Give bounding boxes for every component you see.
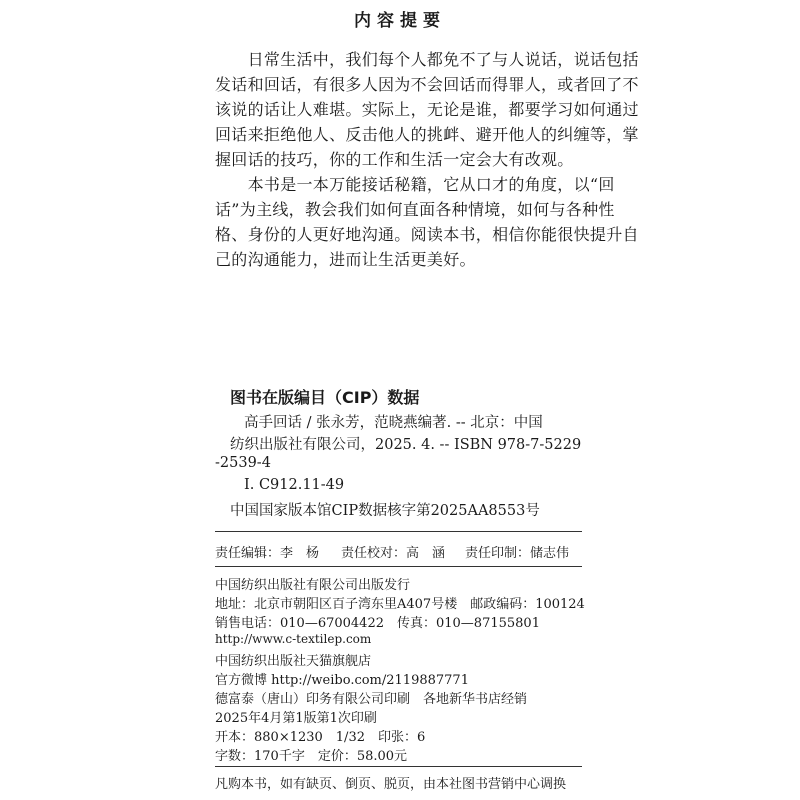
publisher-address: 地址：北京市朝阳区百子湾东里A407号楼 邮政编码：100124 — [215, 597, 585, 612]
publisher-price: 字数：170千字 定价：58.00元 — [215, 749, 408, 764]
summary-line: 发话和回话，有很多人因为不会回话而得罪人，或者回了不 — [215, 75, 639, 94]
divider — [215, 566, 582, 567]
publisher-weibo: 官方微博 http://weibo.com/2119887771 — [215, 673, 469, 688]
summary-line: 格、身份的人更好地沟通。阅读本书，相信你能很快提升自 — [215, 225, 639, 244]
divider — [215, 766, 582, 767]
summary-title: 内容提要 — [354, 11, 446, 31]
return-notice: 凡购本书，如有缺页、倒页、脱页，由本社图书营销中心调换 — [215, 777, 567, 792]
summary-line: 日常生活中，我们每个人都免不了与人说话，说话包括 — [215, 50, 639, 69]
cip-line: 高手回话 / 张永芳，范晓燕编著. -- 北京：中国 — [244, 415, 543, 431]
publisher-format: 开本：880×1230 1/32 印张：6 — [215, 730, 426, 745]
cip-line: 纺织出版社有限公司，2025. 4. -- ISBN 978-7-5229 — [230, 437, 582, 453]
summary-line: 握回话的技巧，你的工作和生活一定会大有改观。 — [215, 150, 574, 169]
cip-line: -2539-4 — [215, 455, 271, 471]
summary-line: 话”为主线，教会我们如何直面各种情境，如何与各种性 — [215, 200, 615, 219]
summary-line: 该说的话让人难堪。实际上，无论是谁，都要学习如何通过 — [215, 100, 639, 119]
publisher-website: http://www.c-textilep.com — [215, 632, 372, 646]
summary-line: 本书是一本万能接话秘籍，它从口才的角度，以“回 — [215, 175, 615, 194]
cip-classification: Ⅰ. C912.11-49 — [244, 477, 345, 493]
publisher-line: 中国纺织出版社有限公司出版发行 — [215, 578, 411, 593]
publisher-edition: 2025年4月第1版第1次印刷 — [215, 711, 377, 726]
cip-number: 中国国家版本馆CIP数据核字第2025AA8553号 — [230, 503, 540, 519]
publisher-printer: 德富泰（唐山）印务有限公司印刷 各地新华书店经销 — [215, 692, 528, 707]
summary-line: 回话来拒绝他人、反击他人的挑衅、避开他人的纠缠等，掌 — [215, 125, 639, 144]
publisher-phone: 销售电话：010—67004422 传真：010—87155801 — [215, 616, 540, 631]
credit-proofreader: 责任校对：高 涵 — [341, 546, 446, 561]
credit-editor: 责任编辑：李 杨 — [215, 546, 320, 561]
cip-title: 图书在版编目（CIP）数据 — [230, 388, 420, 407]
divider — [215, 531, 582, 532]
credit-printer: 责任印制：储志伟 — [465, 546, 570, 561]
summary-line: 己的沟通能力，进而让生活更美好。 — [215, 250, 476, 269]
publisher-store: 中国纺织出版社天猫旗舰店 — [215, 654, 372, 669]
